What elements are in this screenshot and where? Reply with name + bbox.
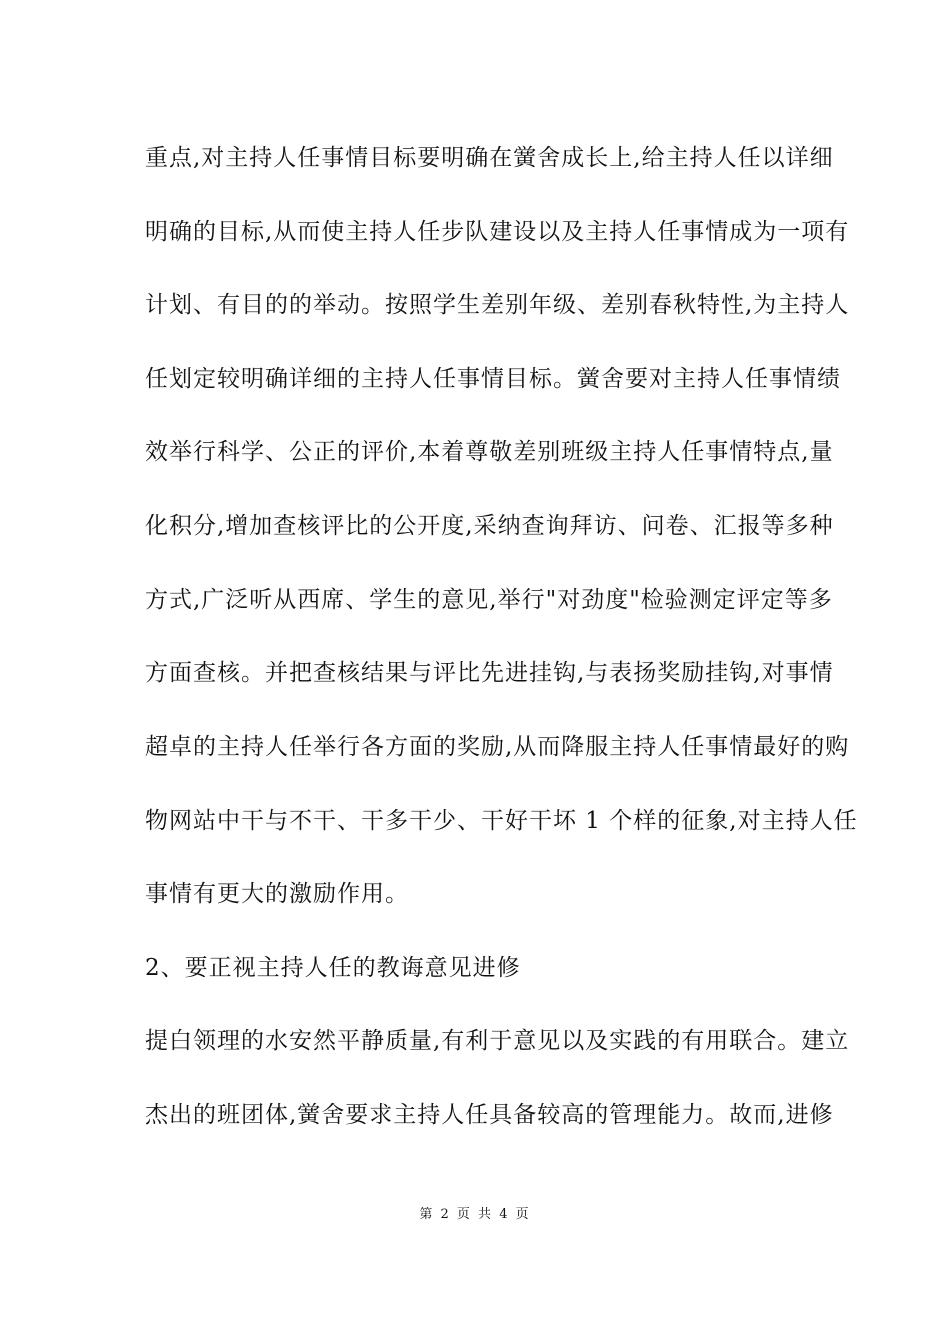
text-line-9: 超卓的主持人任举行各方面的奖励,从而降服主持人任事情最好的购 <box>145 734 850 760</box>
text-line-8: 方面查核。并把查核结果与评比先进挂钩,与表扬奖励挂钩,对事情 <box>145 660 834 686</box>
text-line-2: 明确的目标,从而使主持人任步队建设以及主持人任事情成为一项有 <box>145 219 850 245</box>
page-number-footer: 第 2 页 共 4 页 <box>419 1207 531 1222</box>
text-line-4: 任划定较明确详细的主持人任事情目标。黉舍要对主持人任事情绩 <box>145 366 841 392</box>
text-line-11: 事情有更大的激励作用。 <box>145 881 409 907</box>
text-line-5: 效举行科学、公正的评价,本着尊敬差别班级主持人任事情特点,量 <box>145 439 834 465</box>
section-heading: 2、要正视主持人任的教诲意见进修 <box>145 955 521 981</box>
text-line-6: 化积分,增加查核评比的公开度,采纳查询拜访、问卷、汇报等多种 <box>145 513 834 539</box>
text-line-1: 重点,对主持人任事情目标要明确在黉舍成长上,给主持人任以详细 <box>145 145 834 171</box>
text-line-3: 计划、有目的的举动。按照学生差别年级、差别春秋特性,为主持人 <box>145 292 850 318</box>
text-line-13: 提白领理的水安然平静质量,有利于意见以及实践的有用联合。建立 <box>145 1028 850 1054</box>
text-line-7: 方式,广泛听从西席、学生的意见,举行"对劲度"检验测定评定等多 <box>145 587 833 613</box>
text-line-10: 物网站中干与不干、干多干少、干好干坏 1 个样的征象,对主持人任 <box>145 808 858 834</box>
text-line-14: 杰出的班团体,黉舍要求主持人任具备较高的管理能力。故而,进修 <box>145 1102 834 1128</box>
